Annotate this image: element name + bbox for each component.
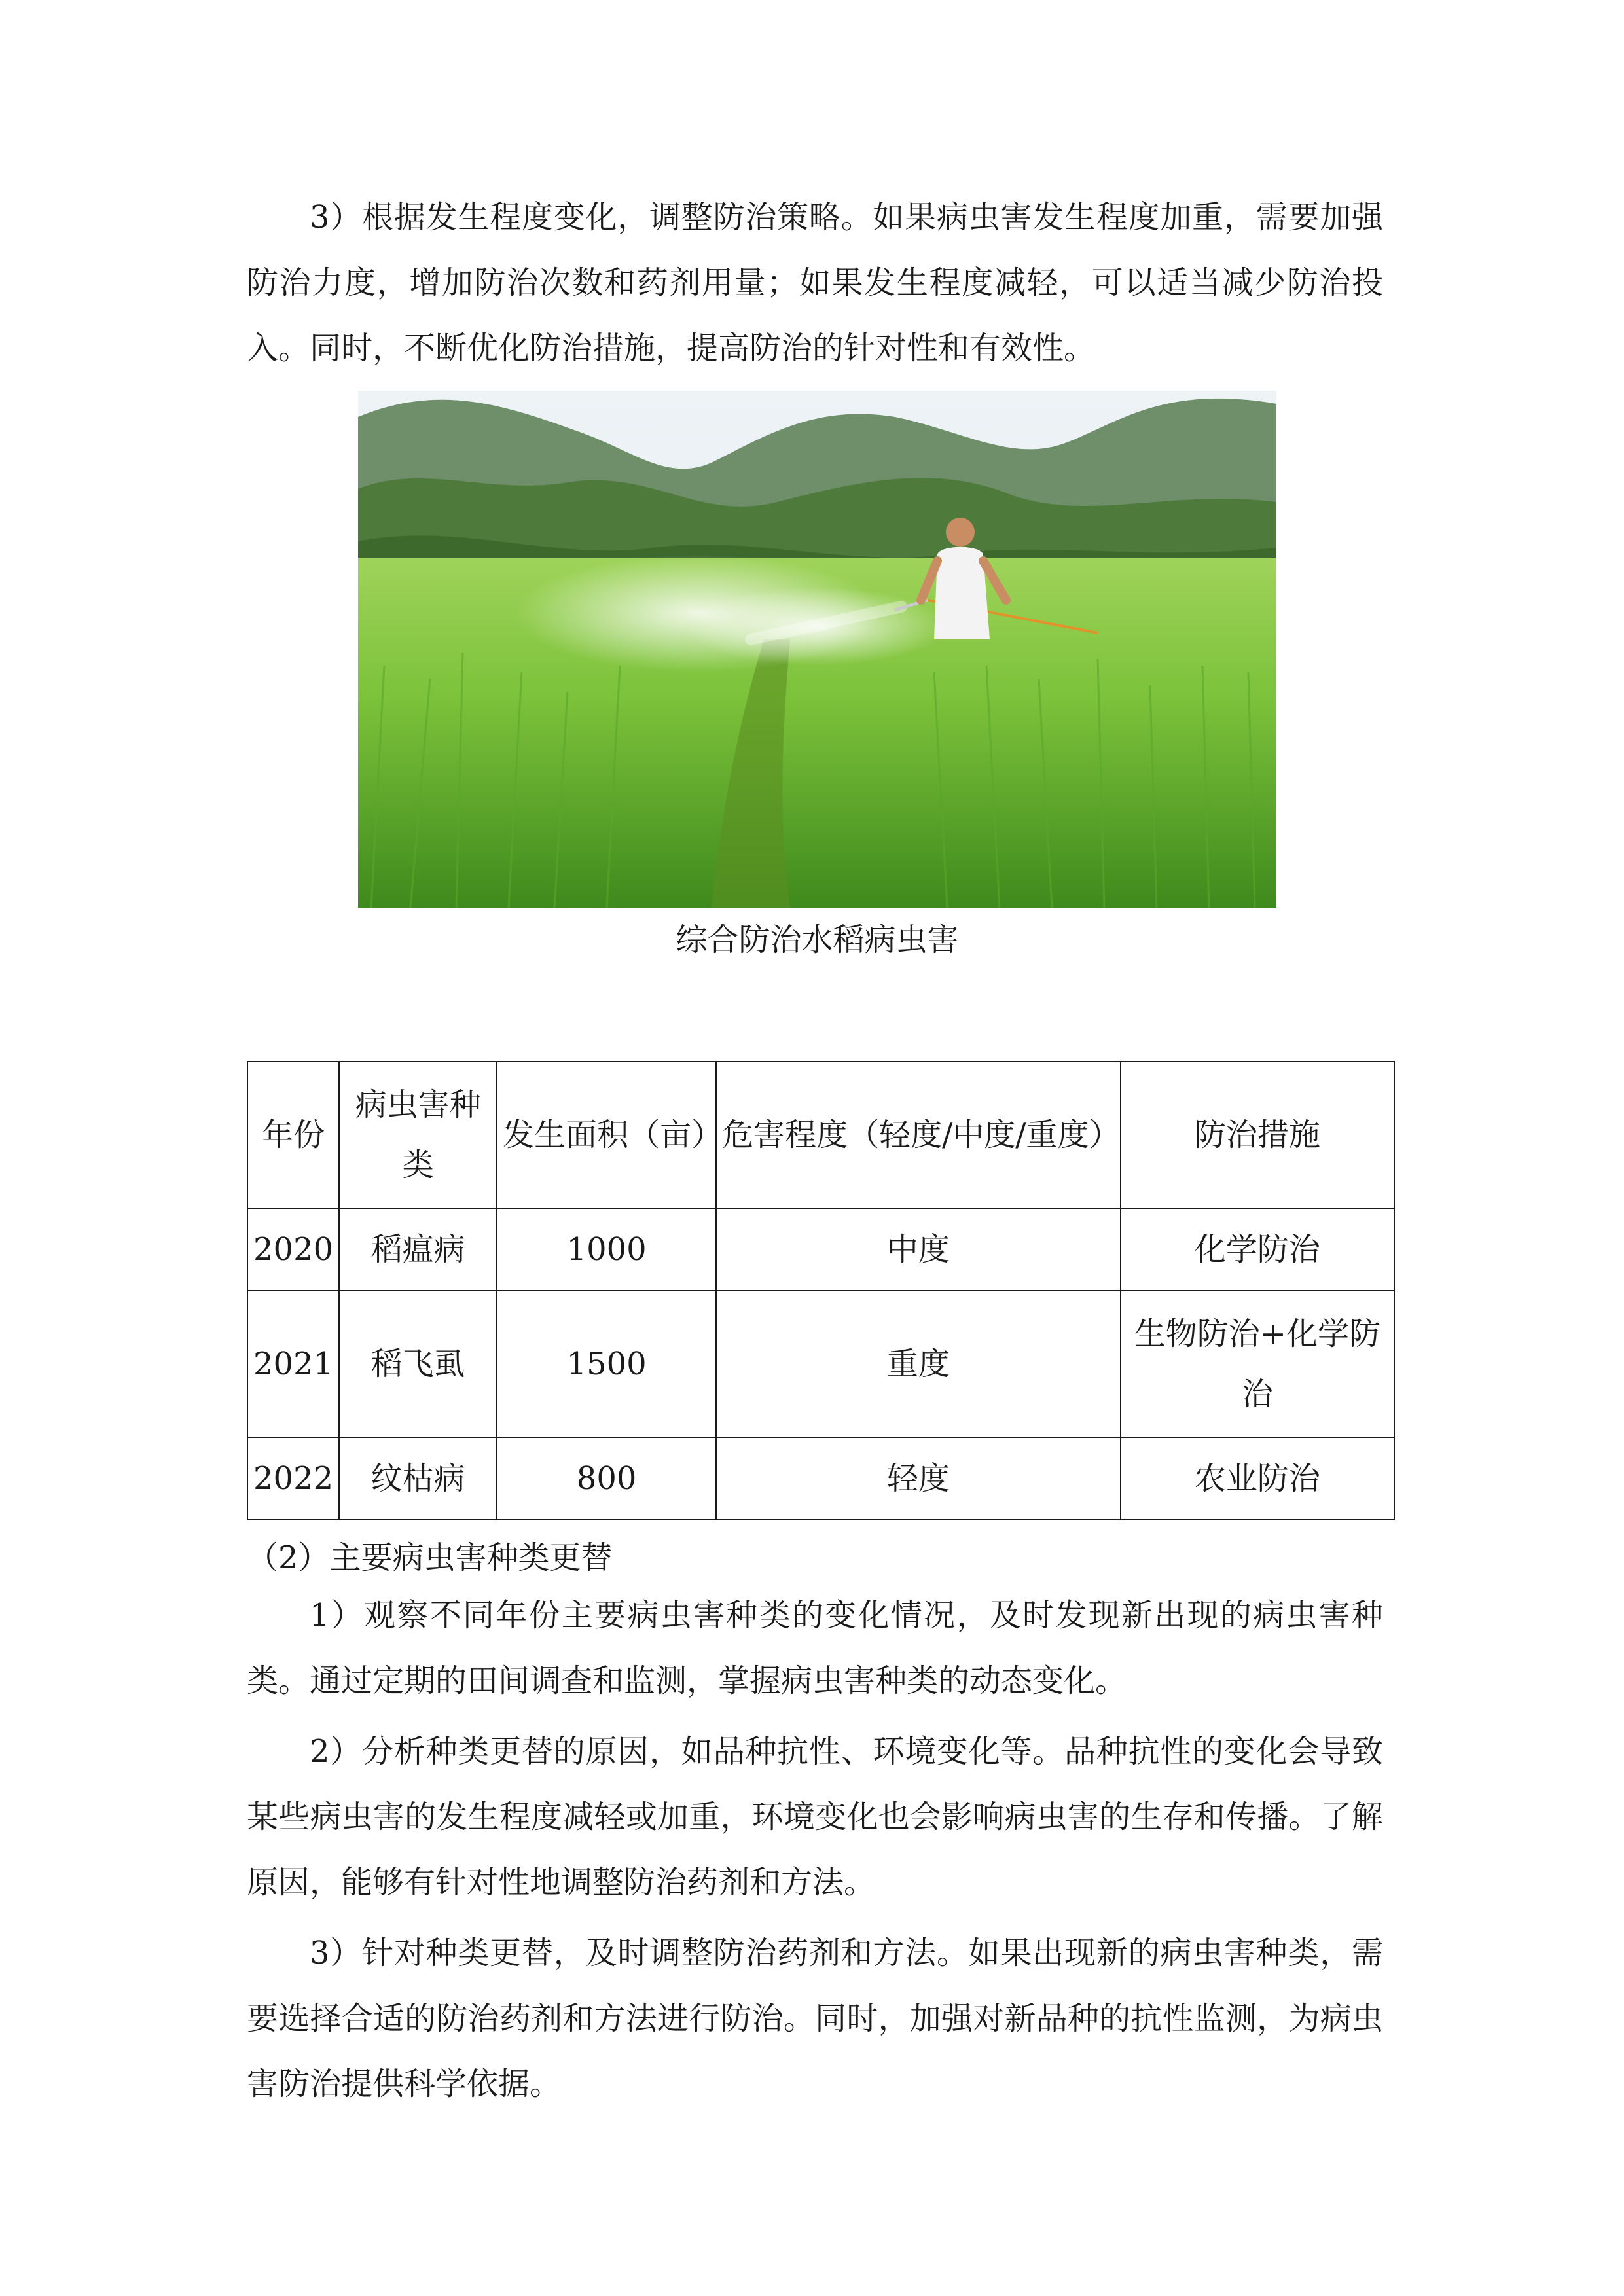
cell-area: 800: [497, 1437, 716, 1520]
cell-year: 2022: [247, 1437, 339, 1520]
paragraph-adjust-methods: 3）针对种类更替，及时调整防治药剂和方法。如果出现新的病虫害种类，需要选择合适的防治药剂和方法进行防治。同时，加强对新品种的抗性监测，为病虫害防治提供科学依据。: [247, 1935, 1383, 2102]
cell-year: 2020: [247, 1208, 339, 1291]
header-pest-type: 病虫害种类: [339, 1062, 497, 1208]
pest-statistics-table: [247, 1061, 1395, 1520]
header-severity: 危害程度（轻度/中度/重度）: [716, 1062, 1121, 1208]
cell-year: 2021: [247, 1291, 339, 1437]
cell-severity: 轻度: [716, 1437, 1121, 1520]
cell-measures: 化学防治: [1121, 1208, 1394, 1291]
header-year: 年份: [247, 1062, 339, 1208]
table-header-row: [247, 1062, 1394, 1208]
paragraph-observe-changes: 1）观察不同年份主要病虫害种类的变化情况，及时发现新出现的病虫害种类。通过定期的田间调查和监测，掌握病虫害种类的动态变化。: [247, 1597, 1383, 1699]
cell-severity: 重度: [716, 1291, 1121, 1437]
cell-area: 1500: [497, 1291, 716, 1437]
cell-measures: 生物防治+化学防治: [1121, 1291, 1394, 1437]
header-area: 发生面积（亩）: [497, 1062, 716, 1208]
cell-pest-type: 稻瘟病: [339, 1208, 497, 1291]
cell-area: 1000: [497, 1208, 716, 1291]
cell-severity: 中度: [716, 1208, 1121, 1291]
section-subheading: （2）主要病虫害种类更替: [247, 1539, 613, 1576]
paragraph-strategy-adjust: 3）根据发生程度变化，调整防治策略。如果病虫害发生程度加重，需要加强防治力度，增加防治次数和药剂用量；如果发生程度减轻，可以适当减少防治投入。同时，不断优化防治措施，提高防治的针对性和有效性。: [247, 199, 1383, 367]
header-measures: 防治措施: [1121, 1062, 1394, 1208]
rice-field-spraying-photo: [358, 391, 1276, 908]
table-row: [247, 1291, 1394, 1437]
cell-pest-type: 纹枯病: [339, 1437, 497, 1520]
cell-pest-type: 稻飞虱: [339, 1291, 497, 1437]
cell-measures: 农业防治: [1121, 1437, 1394, 1520]
table-row: [247, 1208, 1394, 1291]
figure-caption: 综合防治水稻病虫害: [676, 922, 959, 958]
table-row: [247, 1437, 1394, 1520]
paragraph-analyze-causes: 2）分析种类更替的原因，如品种抗性、环境变化等。品种抗性的变化会导致某些病虫害的发生程度减轻或加重，环境变化也会影响病虫害的生存和传播。了解原因，能够有针对性地调整防治药剂和方法。: [247, 1733, 1383, 1901]
